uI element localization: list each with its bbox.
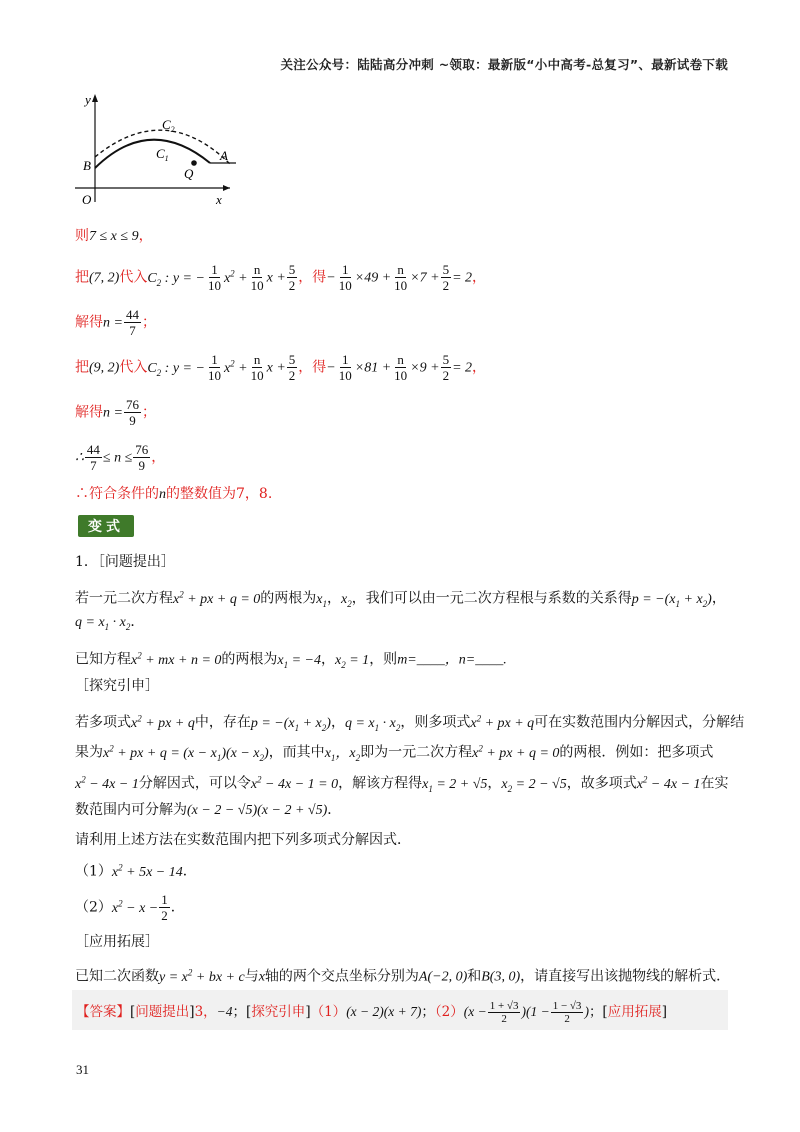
b-label: B bbox=[83, 158, 91, 173]
tag-apply: ［应用拓展］ bbox=[75, 934, 159, 950]
solution-line-7: ∴符合条件的n的整数值为7，8. bbox=[75, 486, 273, 502]
problem-intro: 1．［问题提出］ bbox=[75, 554, 175, 570]
c1-label: $C_1$ bbox=[156, 146, 169, 163]
solution-line-2: 把(7, 2)代入$C_2$ : y = − $\frac{1}{10}$ $x^2$ + $\frac{n}{10}$ x + $\frac{5}{2}$ ，得− $\frac{1}{10}$ ×49 + $\frac{n}{10}$ ×7 + $\frac{5}{2}$ = 2， bbox=[75, 262, 487, 293]
y-axis-arrow bbox=[92, 94, 98, 102]
problem-para-7: 数范围内可分解为(x − 2 − √5)(x − 2 + √5)． bbox=[75, 802, 342, 818]
section-badge: 变式 bbox=[78, 515, 134, 537]
problem-para-4: 若多项式$x^2$ + px + q中，存在$p = -(x_1 + x_2)$，$q = x_1 \cdot x_2$，则多项式$x^2$ + px + q可在实数范围内分解因式，分解结 bbox=[75, 713, 745, 733]
solution-line-6: ∴ $\frac{44}{7}$ ≤ n ≤ $\frac{76}{9}$ ， bbox=[75, 442, 166, 473]
parabola-figure bbox=[70, 90, 250, 212]
problem-para-5: 果为$x^2$ + px + $q = (x - x_1)(x - x_2)$，而其中$x_1$，$x_2$即为一元二次方程$x^2$ + px + q = 0的两根．例如：把多项式 bbox=[75, 743, 714, 763]
a-label: A bbox=[220, 148, 228, 163]
sub-question-2: $(2)x^2 - x$ − $\frac{1}{2}$ ． bbox=[75, 892, 185, 923]
problem-para-2: $q = x_1 \cdot x_2$． bbox=[75, 614, 145, 632]
problem-para-9: 已知二次函数$y = x^2$ + bx + c与x轴的两个交点坐标分别为A(−2, 0)和B(3, 0)，请直接写出该抛物线的解析式． bbox=[75, 967, 731, 985]
solution-line-3: 解得n = $\frac{44}{7}$ ； bbox=[75, 307, 156, 338]
problem-para-3: 已知方程$x^2$ + mx + n = 0的两根为$x_1 = -4$，$x_2 = 1$，则m=____，n=____. bbox=[75, 650, 507, 670]
page-header: 关注公众号：陆陆高分冲刺 ~领取：最新版“小中高考-总复习”、最新试卷下载 bbox=[280, 57, 728, 72]
problem-para-1: 若一元二次方程$x^2$ + px + q = 0的两根为$x_1$，$x_2$，我们可以由一元二次方程根与系数的关系得$p = -(x_1 + x_2)$， bbox=[75, 589, 726, 609]
point-q bbox=[191, 160, 197, 166]
c2-label: $C_2$ bbox=[162, 117, 175, 134]
x-axis-arrow bbox=[223, 185, 230, 191]
solution-line-1: 则7 ≤ x ≤ 9， bbox=[75, 228, 153, 244]
solution-line-5: 解得n = $\frac{76}{9}$ ； bbox=[75, 397, 156, 428]
q-label: Q bbox=[184, 166, 194, 181]
origin-label: O bbox=[82, 192, 92, 207]
x-label: x bbox=[216, 192, 222, 207]
problem-para-6: $x^2 - 4x - 1$分解因式，可以令$x^2 - 4x - 1 = 0$，解该方程得$x_1 = 2 + √5$，$x_2 = 2 - √5$，故多项式$x^2 - 4x - 1$在实 bbox=[75, 774, 729, 794]
problem-para-8: 请利用上述方法在实数范围内把下列多项式分解因式． bbox=[75, 832, 411, 848]
page-number: 31 bbox=[76, 1062, 89, 1077]
y-label: y bbox=[85, 92, 91, 107]
answer-line: 【答案】[问题提出]3，−4；[探究引申]（1）(x − 2)(x + 7)；（2）(x − $\frac{1 + √3}{2}$ )(1 − $\frac{1 - √3}{2}$ )；[应用拓展] bbox=[76, 1000, 667, 1025]
tag-explore: ［探究引申］ bbox=[75, 678, 159, 694]
solution-line-4: 把(9, 2)代入$C_2$ : y = − $\frac{1}{10}$ $x^2$ + $\frac{n}{10}$ x + $\frac{5}{2}$ ，得− $\frac{1}{10}$ ×81 + $\frac{n}{10}$ ×9 + $\frac{5}{2}$ = 2， bbox=[75, 352, 487, 383]
sub-question-1: $(1)x^2 + 5x - 14$． bbox=[75, 862, 197, 880]
